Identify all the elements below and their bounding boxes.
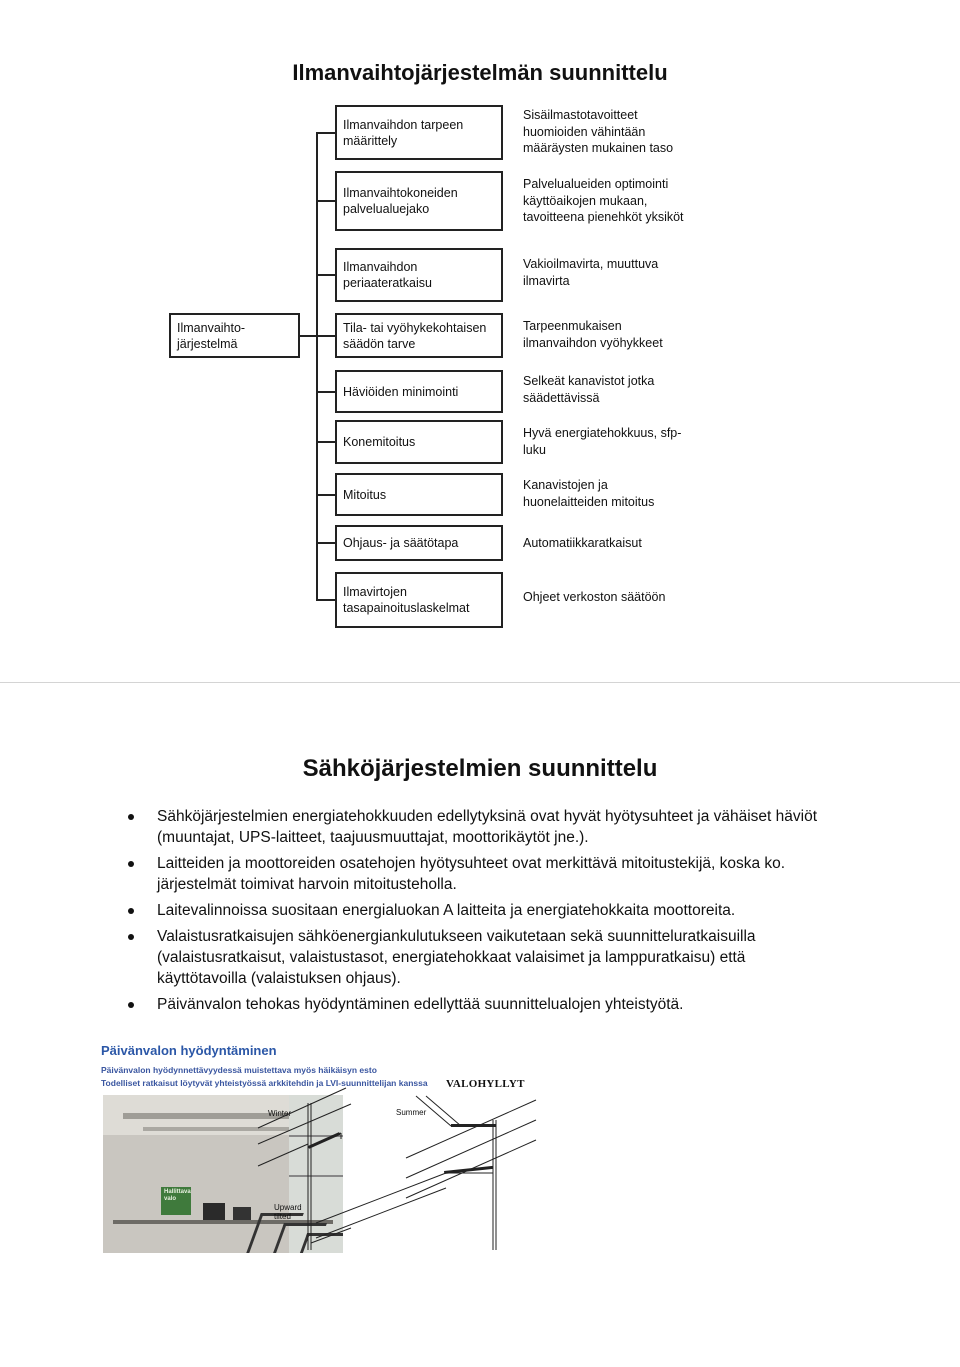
- label-summer: Summer: [396, 1108, 427, 1117]
- left-box: [335, 313, 503, 358]
- right-text: Palvelualueiden optimointi käyttöaikojen mukaan, tavoitteena pienehköt yksiköt: [523, 177, 684, 224]
- figure-subtitle: Päivänvalon hyödynnettävyydessä muistettava myös häikäisyn esto: [101, 1065, 377, 1075]
- left-box: [335, 572, 503, 628]
- bullet-list: [128, 806, 828, 1020]
- slide-ventilation: [0, 0, 960, 682]
- root-label: Ilmanvaihto- järjestelmä: [177, 320, 246, 351]
- connector-branch: [316, 274, 335, 276]
- slide-electrical: [0, 683, 960, 1367]
- root-box: [169, 313, 300, 358]
- left-box: [335, 473, 503, 516]
- slide-title: Sähköjärjestelmien suunnittelu: [302, 755, 658, 782]
- daylight-figure: [98, 1038, 538, 1253]
- left-box: [335, 105, 503, 160]
- figure-title: Päivänvalon hyödyntäminen: [101, 1043, 277, 1058]
- connector-root: [300, 335, 317, 337]
- left-box: [335, 171, 503, 231]
- left-box-label: Ohjaus- ja säätötapa: [343, 536, 459, 550]
- connector-branch: [316, 200, 335, 202]
- left-box-label: Tila- tai vyöhykekohtaisen säädön tarve: [343, 320, 487, 351]
- right-text: Sisäilmastotavoitteet huomioiden vähintään määräysten mukainen taso: [523, 108, 674, 155]
- poster: Hallittava valo: [161, 1187, 191, 1215]
- left-box: [335, 420, 503, 464]
- figure-subtitle: Todelliset ratkaisut löytyvät yhteistyössä arkkitehdin ja LVI-suunnittelijan kanssa: [101, 1078, 428, 1088]
- connector-branch: [316, 599, 335, 601]
- bullet-item: Laitteiden ja moottoreiden osatehojen hyötysuhteet ovat merkittävä mitoitustekijä, koska ko. järjestelmät toimivat harvoin mitoitusteholla.: [128, 853, 828, 895]
- bullet-item: Laitevalinnoissa suositaan energialuokan A laitteita ja energiatehokkaita moottoreita.: [128, 900, 828, 921]
- connector-branch: [316, 494, 335, 496]
- connector-trunk: [316, 132, 318, 600]
- left-box: [335, 525, 503, 561]
- bullet-item: Sähköjärjestelmien energiatehokkuuden edellytyksinä ovat hyvät hyötysuhteet ja vähäiset häviöt (muuntajat, UPS-laitteet, taajuusmuuttajat, moottorikäytöt jne.).: [128, 806, 828, 848]
- right-text: Ohjeet verkoston säätöön: [523, 590, 666, 604]
- label-winter: Winter: [268, 1109, 292, 1118]
- left-box-label: Ilmanvaihdon tarpeen määrittely: [343, 117, 464, 148]
- bullet-item: Päivänvalon tehokas hyödyntäminen edellyttää suunnittelualojen yhteistyötä.: [128, 994, 828, 1015]
- connector-branch: [316, 335, 335, 337]
- bullet-item: Valaistusratkaisujen sähköenergiankulutukseen vaikutetaan sekä suunnitteluratkaisuilla (valaistusratkaisut, valaistustasot, energiatehokkaat valaisimet ja lamppuratkaisu) että käyttötavoilla (valaistuksen ohjaus).: [128, 926, 828, 989]
- right-text: Automatiikkaratkaisut: [523, 536, 642, 550]
- left-box-label: Ilmanvaihdon periaateratkaisu: [343, 260, 432, 290]
- connector-branch: [316, 542, 335, 544]
- connector-branch: [316, 391, 335, 393]
- left-box-label: Ilmavirtojen tasapainoituslaskelmat: [343, 585, 470, 615]
- left-box-label: Mitoitus: [343, 487, 387, 502]
- right-text: Selkeät kanavistot jotka säädettävissä: [523, 374, 655, 405]
- label-upward: Upward tilted: [274, 1203, 302, 1221]
- diagram-lines: [256, 1078, 538, 1253]
- slide-title: Ilmanvaihtojärjestelmän suunnittelu: [292, 60, 668, 85]
- right-text: Vakioilmavirta, muuttuva ilmavirta: [523, 257, 659, 288]
- left-box-label: Konemitoitus: [343, 435, 416, 449]
- left-box-label: Häviöiden minimointi: [343, 384, 459, 399]
- right-text: Tarpeenmukaisen ilmanvaihdon vyöhykkeet: [523, 319, 663, 350]
- connector-branch: [316, 441, 335, 443]
- left-box: [335, 370, 503, 413]
- right-text: Hyvä energiatehokkuus, sfp- luku: [523, 426, 682, 457]
- left-box-label: Ilmanvaihtokoneiden palvelualuejako: [343, 186, 458, 216]
- light-shelf-diagram: [256, 1078, 538, 1253]
- diagram-title: VALOHYLLYT: [446, 1078, 525, 1090]
- right-text: Kanavistojen ja huonelaitteiden mitoitus: [523, 478, 655, 509]
- left-box: [335, 248, 503, 302]
- connector-branch: [316, 132, 335, 134]
